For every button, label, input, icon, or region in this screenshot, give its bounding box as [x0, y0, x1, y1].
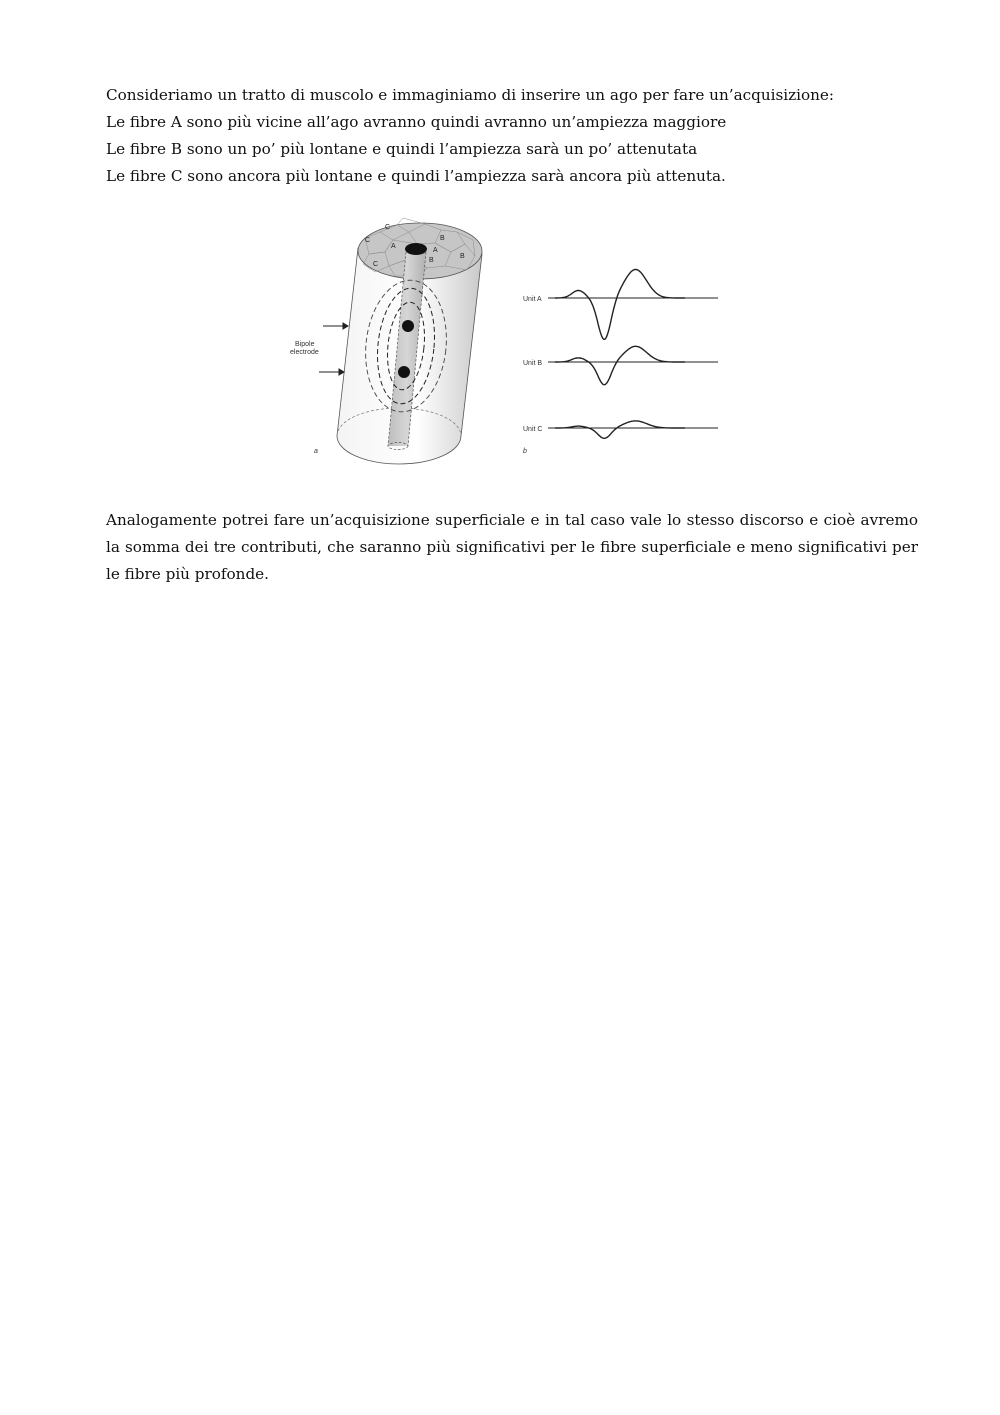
- fiber-label: C: [385, 224, 391, 231]
- electrode-arrows: [319, 323, 348, 375]
- fiber-label: C: [365, 237, 371, 244]
- emg-figure-svg: [285, 210, 725, 470]
- fiber-label: B: [429, 257, 434, 264]
- panel-a-letter: a: [314, 448, 318, 455]
- unit-label-b: Unit B: [523, 360, 543, 367]
- electrode-label-line2: electrode: [290, 349, 319, 356]
- trace-unit-b: [555, 346, 685, 384]
- intro-paragraph: [106, 82, 916, 190]
- panel-b-letter: b: [523, 448, 527, 455]
- outro-text: Analogamente potrei fare un’acquisizione superficiale e in tal caso vale lo stesso discorso e cioè avremo la somma dei tre contributi, che saranno più significativi per le fibre superficiale e meno significativi per le fibre più profonde.: [106, 511, 918, 583]
- intro-line-1: Consideriamo un tratto di muscolo e immaginiamo di inserire un ago per fare un’acquisizione:: [106, 86, 835, 104]
- mup-traces: [523, 270, 718, 456]
- trace-unit-c: [555, 421, 685, 438]
- intro-line-3: Le fibre B sono un po’ più lontane e quindi l’ampiezza sarà un po’ attenutata: [106, 140, 698, 158]
- outro-paragraph: [106, 507, 918, 588]
- unit-label-a: Unit A: [523, 296, 542, 303]
- fiber-label: C: [373, 261, 379, 268]
- fiber-label: A: [433, 247, 438, 254]
- fiber-label: B: [440, 235, 445, 242]
- unit-label-c: Unit C: [523, 426, 543, 433]
- trace-unit-a: [555, 270, 685, 340]
- emg-figure: [285, 210, 725, 470]
- intro-line-4: Le fibre C sono ancora più lontane e quindi l’ampiezza sarà ancora più attenuta.: [106, 167, 726, 185]
- muscle-cylinder: [290, 218, 482, 464]
- electrode-label-line1: Bipole: [295, 341, 315, 348]
- fiber-label: A: [391, 243, 396, 250]
- fiber-label: B: [460, 253, 465, 260]
- intro-line-2: Le fibre A sono più vicine all’ago avranno quindi avranno un’ampiezza maggiore: [106, 113, 727, 131]
